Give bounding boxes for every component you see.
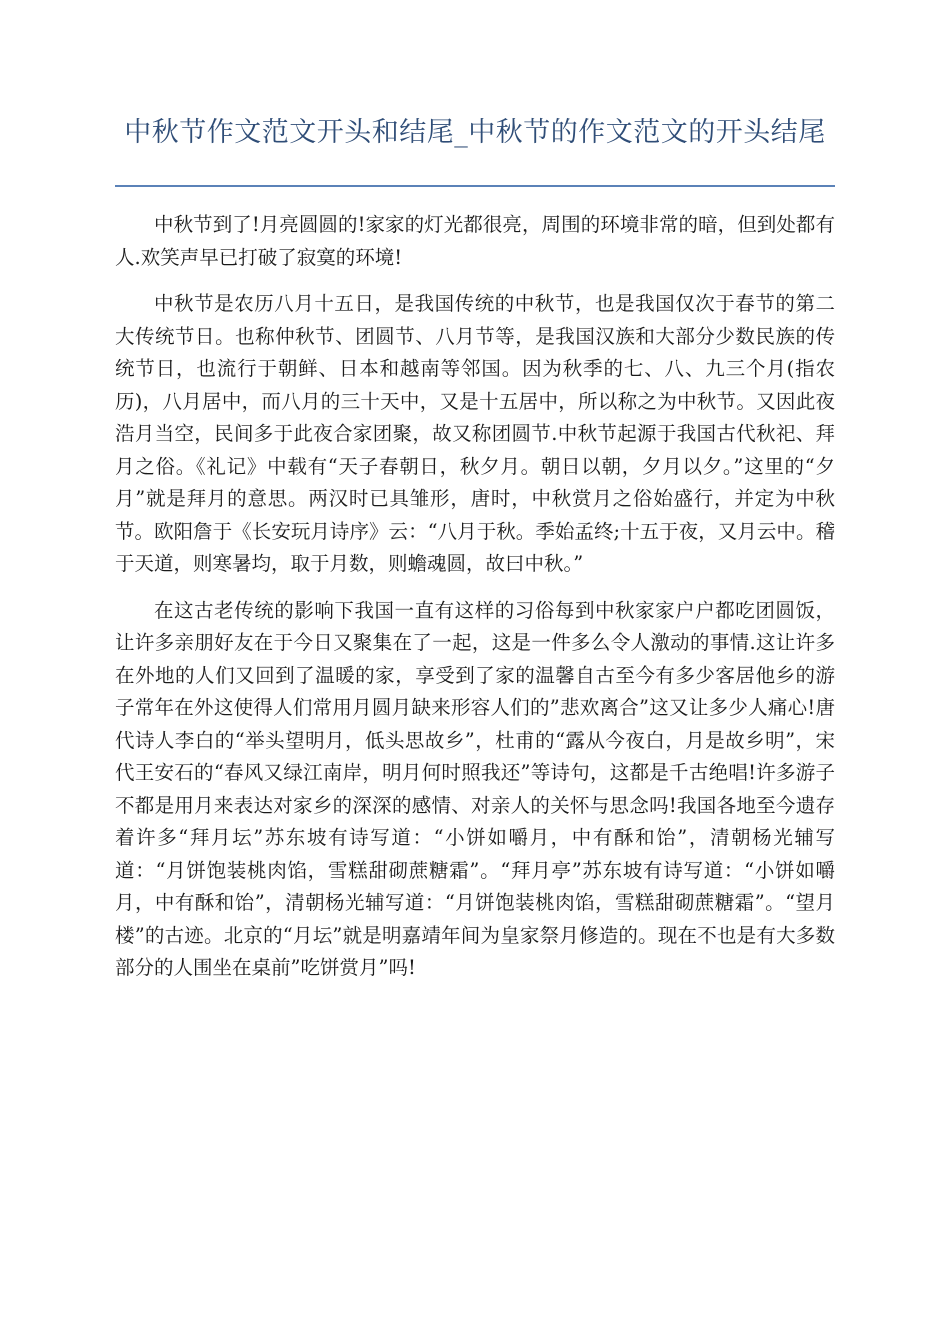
- paragraph-3: 在这古老传统的影响下我国一直有这样的习俗每到中秋家家户户都吃团圆饭，让许多亲朋好友在于今日又聚集在了一起，这是一件多么令人激动的事情.这让许多在外地的人们又回到了温暖的家，享受到了家的温馨自古至今有多少客居他乡的游子常年在外这使得人们常用月圆月缺来形容人们的”悲欢离合”这又让多少人痛心!唐代诗人李白的“举头望明月，低头思故乡”，杜甫的“露从今夜白，月是故乡明”，宋代王安石的“春风又绿江南岸，明月何时照我还”等诗句，这都是千古绝唱!许多游子不都是用月来表达对家乡的深深的感情、对亲人的关怀与思念吗!我国各地至今遗存着许多“拜月坛”苏东坡有诗写道：“小饼如嚼月，中有酥和饴”，清朝杨光辅写道：“月饼饱装桃肉馅，雪糕甜砌蔗糖霜”。“拜月亭”苏东坡有诗写道：“小饼如嚼月，中有酥和饴”，清朝杨光辅写道：“月饼饱装桃肉馅，雪糕甜砌蔗糖霜”。“望月楼”的古迹。北京的“月坛”就是明嘉靖年间为皇家祭月修造的。现在不也是有大多数部分的人围坐在桌前”吃饼赏月”吗!: [115, 598, 835, 979]
- paragraph-1: 中秋节到了!月亮圆圆的!家家的灯光都很亮，周围的环境非常的暗，但到处都有人.欢笑声早已打破了寂寞的环境!: [115, 213, 835, 269]
- title-divider: [115, 185, 835, 187]
- paragraph-2: 中秋节是农历八月十五日，是我国传统的中秋节，也是我国仅次于春节的第二大传统节日。也称仲秋节、团圆节、八月节等，是我国汉族和大部分少数民族的传统节日，也流行于朝鲜、日本和越南等邻国。因为秋季的七、八、九三个月(指农历)，八月居中，而八月的三十天中，又是十五居中，所以称之为中秋节。又因此夜浩月当空，民间多于此夜合家团聚，故又称团圆节.中秋节起源于我国古代秋祀、拜月之俗。《礼记》中载有“天子春朝日，秋夕月。朝日以朝，夕月以夕。”这里的“夕月”就是拜月的意思。两汉时已具雏形，唐时，中秋赏月之俗始盛行，并定为中秋节。欧阳詹于《长安玩月诗序》云：“八月于秋。季始孟终;十五于夜，又月云中。稽于天道，则寒暑均，取于月数，则蟾魂圆，故曰中秋。”: [115, 292, 835, 575]
- document-title: 中秋节作文范文开头和结尾_中秋节的作文范文的开头结尾: [124, 117, 826, 148]
- document-body: [115, 209, 835, 999]
